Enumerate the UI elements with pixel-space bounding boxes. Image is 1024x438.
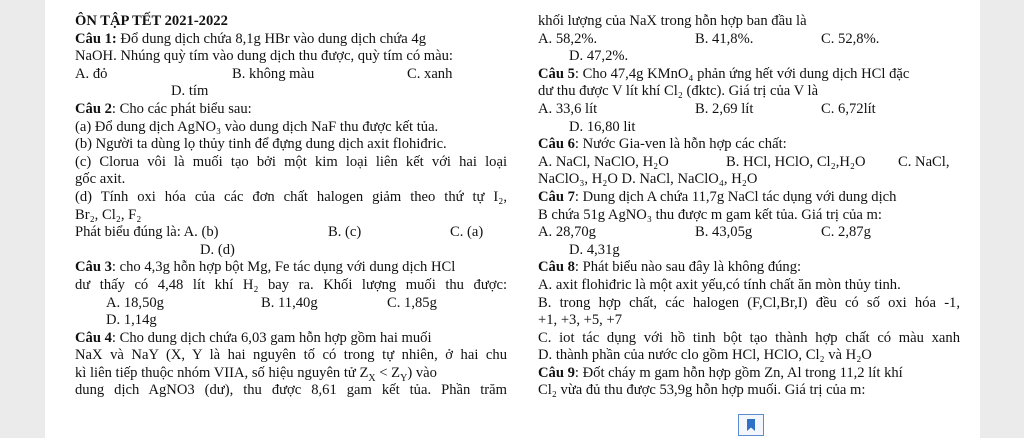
text-line bbox=[538, 259, 960, 277]
text-line bbox=[538, 171, 960, 189]
text-line bbox=[538, 31, 960, 49]
text-line bbox=[538, 295, 960, 313]
text-line bbox=[538, 154, 960, 172]
line-text: (c) Clorua vôi là muối tạo bởi một kim loại liên kết với hai loại bbox=[75, 153, 507, 170]
text-line bbox=[75, 207, 507, 225]
line-text: B. trong hợp chất, các halogen (F,Cl,Br,I) đều có số oxi hóa -1, bbox=[538, 294, 960, 311]
question-number: Câu 1: bbox=[75, 30, 117, 47]
text-line bbox=[538, 48, 960, 66]
line-text: (b) Người ta dùng lọ thủy tinh để đựng dung dịch axit flohiđric. bbox=[75, 136, 447, 153]
bookmark-icon bbox=[746, 419, 756, 431]
text-line bbox=[75, 382, 507, 400]
right-column bbox=[538, 13, 960, 400]
text-line bbox=[538, 119, 960, 137]
text-line bbox=[75, 347, 507, 365]
question-number: Câu 9 bbox=[538, 364, 575, 381]
text-line bbox=[538, 13, 960, 31]
text-line bbox=[538, 101, 960, 119]
text-line bbox=[75, 154, 507, 172]
option-text: C. NaCl, bbox=[898, 153, 950, 170]
option-text: B. (c) bbox=[328, 224, 362, 241]
text-line bbox=[75, 189, 507, 207]
option-text: Phát biểu đúng là: A. (b) bbox=[75, 224, 219, 241]
text-line bbox=[75, 66, 507, 84]
text-line bbox=[75, 242, 507, 260]
line-text: : Phát biểu nào sau đây là không đúng: bbox=[574, 259, 802, 276]
line-text: +1, +3, +5, +7 bbox=[538, 312, 622, 329]
option-text: C. xanh bbox=[407, 65, 453, 82]
text-line bbox=[75, 136, 507, 154]
option-text: C. 52,8%. bbox=[821, 30, 880, 47]
text-line bbox=[75, 365, 507, 383]
line-text: Y bbox=[400, 372, 408, 384]
text-line bbox=[75, 101, 507, 119]
line-text: NaX và NaY (X, Y là hai nguyên tố có trong tự nhiên, ở hai chu bbox=[75, 347, 507, 364]
line-text: : Đốt cháy m gam hỗn hợp gồm Zn, Al trong 11,2 lít khí bbox=[574, 364, 903, 381]
line-text: : Dung dịch A chứa 11,7g NaCl tác dụng với dung dịch bbox=[574, 188, 897, 205]
line-text: ÔN TẬP TẾT 2021-2022 bbox=[75, 13, 228, 29]
line-text: dư thấy có 4,48 lít khí H₂ bay ra. Khối lượng muối thu được: bbox=[75, 276, 507, 293]
text-line bbox=[75, 224, 507, 242]
line-text: ) vào bbox=[407, 364, 437, 381]
line-text: : Cho dung dịch chứa 6,03 gam hỗn hợp gồm hai muối bbox=[111, 329, 432, 346]
text-line bbox=[538, 312, 960, 330]
line-text: NaOH. Nhúng quỳ tím vào dung dịch thu được, quỳ tím có màu: bbox=[75, 48, 453, 65]
line-text: : Nước Gia-ven là hỗn hợp các chất: bbox=[574, 136, 787, 153]
document-page bbox=[45, 0, 980, 438]
question-number: Câu 2 bbox=[75, 100, 112, 117]
option-text: B. không màu bbox=[232, 65, 315, 82]
line-text: X bbox=[368, 372, 376, 384]
question-number: Câu 5 bbox=[538, 65, 575, 82]
option-text: B. 43,05g bbox=[695, 224, 753, 241]
text-line bbox=[75, 13, 507, 31]
line-text: NaClO₃, H₂O D. NaCl, NaClO₄, H₂O bbox=[538, 171, 758, 188]
option-text: C. (a) bbox=[450, 224, 484, 241]
question-number: Câu 7 bbox=[538, 188, 575, 205]
option-text: A. 28,70g bbox=[538, 224, 596, 241]
text-line bbox=[75, 48, 507, 66]
line-text: Cl₂ vừa đủ thu được 53,9g hỗn hợp muối. Giá trị của m: bbox=[538, 382, 866, 399]
text-line bbox=[75, 31, 507, 49]
line-text: (a) Đổ dung dịch AgNO₃ vào dung dịch NaF thu được kết tủa. bbox=[75, 118, 439, 135]
option-text: A. 33,6 lít bbox=[538, 100, 598, 117]
text-line bbox=[538, 207, 960, 225]
question-number: Câu 8 bbox=[538, 259, 575, 276]
text-line bbox=[538, 136, 960, 154]
option-text: A. đỏ bbox=[75, 65, 108, 82]
option-text: D. 16,80 lit bbox=[569, 118, 636, 135]
option-text: D. 1,14g bbox=[106, 312, 157, 329]
text-line bbox=[538, 242, 960, 260]
text-line bbox=[75, 277, 507, 295]
text-line bbox=[538, 365, 960, 383]
question-number: Câu 4 bbox=[75, 329, 112, 346]
text-line bbox=[538, 224, 960, 242]
option-text: D. tím bbox=[171, 83, 209, 100]
line-text: (d) Tính oxi hóa của các đơn chất halogen giảm theo thứ tự I₂, bbox=[75, 188, 507, 205]
line-text: Đổ dung dịch chứa 8,1g HBr vào dung dịch chứa 4g bbox=[116, 30, 427, 47]
line-text: < Z bbox=[375, 364, 401, 381]
option-text: D. (d) bbox=[200, 241, 235, 258]
left-column bbox=[75, 13, 507, 400]
text-line bbox=[75, 330, 507, 348]
option-text: C. 6,72lít bbox=[821, 100, 876, 117]
option-text: A. NaCl, NaClO, H₂O bbox=[538, 153, 669, 170]
line-text: : Cho 47,4g KMnO₄ phản ứng hết với dung dịch HCl đặc bbox=[574, 65, 910, 82]
option-text: A. 18,50g bbox=[106, 294, 164, 311]
line-text: Br₂, Cl₂, F₂ bbox=[75, 206, 142, 223]
text-line bbox=[75, 119, 507, 137]
option-text: C. 2,87g bbox=[821, 224, 871, 241]
text-line bbox=[538, 66, 960, 84]
option-text: D. 47,2%. bbox=[569, 48, 629, 65]
option-text: B. 41,8%. bbox=[695, 30, 754, 47]
line-text: C. iot tác dụng với hồ tinh bột tạo thành hợp chất có màu xanh bbox=[538, 329, 960, 346]
option-text: B. 11,40g bbox=[261, 294, 318, 311]
text-line bbox=[538, 382, 960, 400]
text-line bbox=[538, 83, 960, 101]
line-text: dung dịch AgNO3 (dư), thu được 8,61 gam kết tủa. Phần trăm bbox=[75, 382, 507, 399]
text-line bbox=[75, 83, 507, 101]
bookmark-button[interactable] bbox=[738, 414, 764, 436]
text-line bbox=[538, 347, 960, 365]
text-line bbox=[75, 259, 507, 277]
line-text: dư thu được V lít khí Cl₂ (đktc). Giá trị của V là bbox=[538, 83, 819, 100]
question-number: Câu 6 bbox=[538, 136, 575, 153]
text-line bbox=[75, 312, 507, 330]
question-number: Câu 3 bbox=[75, 259, 112, 276]
line-text: B chứa 51g AgNO₃ thu được m gam kết tủa. Giá trị của m: bbox=[538, 206, 882, 223]
option-text: B. HCl, HClO, Cl₂,H₂O bbox=[726, 153, 866, 170]
option-text: C. 1,85g bbox=[387, 294, 437, 311]
line-text: : cho 4,3g hỗn hợp bột Mg, Fe tác dụng với dung dịch HCl bbox=[111, 259, 456, 276]
text-line bbox=[75, 171, 507, 189]
line-text: A. axit flohiđric là một axit yếu,có tính chất ăn mòn thủy tinh. bbox=[538, 276, 901, 293]
option-text: B. 2,69 lít bbox=[695, 100, 754, 117]
option-text: D. 4,31g bbox=[569, 241, 620, 258]
option-text: A. 58,2%. bbox=[538, 30, 598, 47]
text-line bbox=[538, 330, 960, 348]
line-text: : Cho các phát biểu sau: bbox=[111, 100, 252, 117]
line-text: khối lượng của NaX trong hỗn hợp ban đầu là bbox=[538, 13, 807, 29]
text-line bbox=[538, 189, 960, 207]
line-text: D. thành phần của nước clo gồm HCl, HClO, Cl₂ và H₂O bbox=[538, 347, 872, 364]
line-text: gốc axit. bbox=[75, 171, 126, 188]
text-line bbox=[538, 277, 960, 295]
text-line bbox=[75, 295, 507, 313]
line-text: kì liên tiếp thuộc nhóm VIIA, số hiệu nguyên tử Z bbox=[75, 364, 369, 381]
